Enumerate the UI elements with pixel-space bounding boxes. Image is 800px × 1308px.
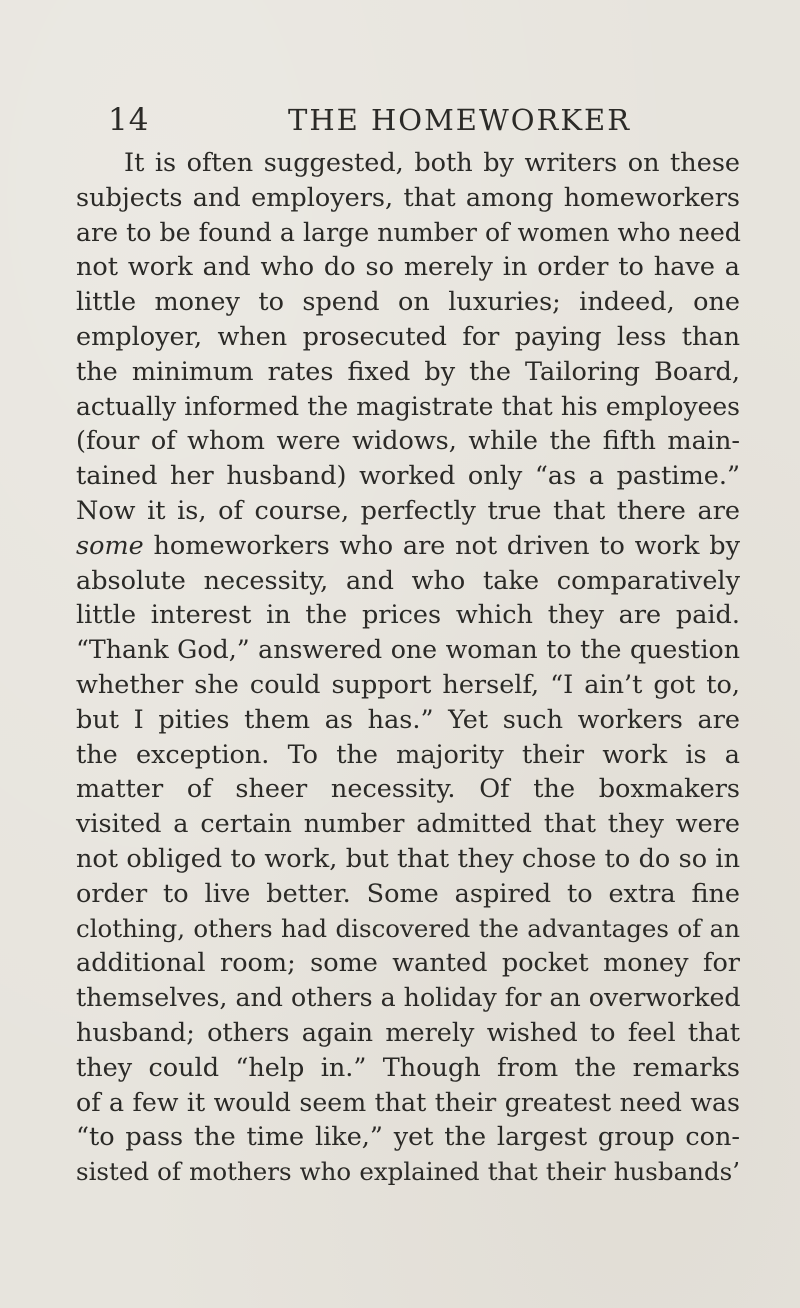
running-title: THE HOMEWORKER bbox=[288, 103, 632, 137]
text-line: sisted of mothers who explained that their husbands’ bbox=[76, 1157, 740, 1187]
text-line: “to pass the time like,” yet the largest group con- bbox=[76, 1122, 740, 1153]
text-line: order to live better. Some aspired to extra fine bbox=[76, 878, 740, 909]
text-line: absolute necessity, and who take comparatively bbox=[76, 565, 740, 596]
text-line: are to be found a large number of women who need bbox=[76, 217, 741, 247]
text-line: themselves, and others a holiday for an overworked bbox=[76, 983, 741, 1013]
text-line: Now it is, of course, perfectly true that there are bbox=[76, 495, 740, 526]
text-line: It is often suggested, both by writers on these bbox=[124, 148, 740, 178]
text-line: clothing, others had discovered the advantages of an bbox=[76, 913, 740, 943]
running-head bbox=[108, 100, 678, 140]
text-line: subjects and employers, that among homeworkers bbox=[76, 182, 740, 213]
text-line: “Thank God,” answered one woman to the question bbox=[76, 635, 740, 665]
text-line: actually informed the magistrate that his employees bbox=[76, 391, 740, 421]
text-line: tained her husband) worked only “as a pastime.” bbox=[76, 461, 740, 492]
emphasis: some bbox=[76, 530, 144, 561]
body-paragraph bbox=[76, 146, 740, 1190]
text-line: little money to spend on luxuries; indeed, one bbox=[76, 287, 740, 318]
text-line: matter of sheer necessity. Of the boxmakers bbox=[76, 774, 740, 805]
text-line: (four of whom were widows, while the fifth main- bbox=[76, 426, 740, 457]
text-line: they could “help in.” Though from the remarks bbox=[76, 1052, 740, 1083]
text-line: but I pities them as has.” Yet such workers are bbox=[76, 704, 740, 735]
text-line: additional room; some wanted pocket money for bbox=[76, 948, 740, 979]
text-line: not work and who do so merely in order to have a bbox=[76, 252, 740, 283]
page-number: 14 bbox=[108, 102, 150, 138]
text-line: the minimum rates fixed by the Tailoring Board, bbox=[76, 356, 740, 387]
text-line: not obliged to work, but that they chose to do so in bbox=[76, 843, 740, 874]
text-line: employer, when prosecuted for paying less than bbox=[76, 321, 740, 352]
text-line: some homeworkers who are not driven to work by bbox=[76, 530, 740, 561]
text-line: visited a certain number admitted that they were bbox=[76, 809, 740, 840]
text-line: of a few it would seem that their greatest need was bbox=[76, 1087, 740, 1117]
text-line: the exception. To the majority their work is a bbox=[76, 739, 740, 770]
text-line: little interest in the prices which they are paid. bbox=[76, 600, 740, 631]
text-line: husband; others again merely wished to feel that bbox=[76, 1017, 740, 1048]
text-line: whether she could support herself, “I ain’t got to, bbox=[76, 669, 740, 700]
